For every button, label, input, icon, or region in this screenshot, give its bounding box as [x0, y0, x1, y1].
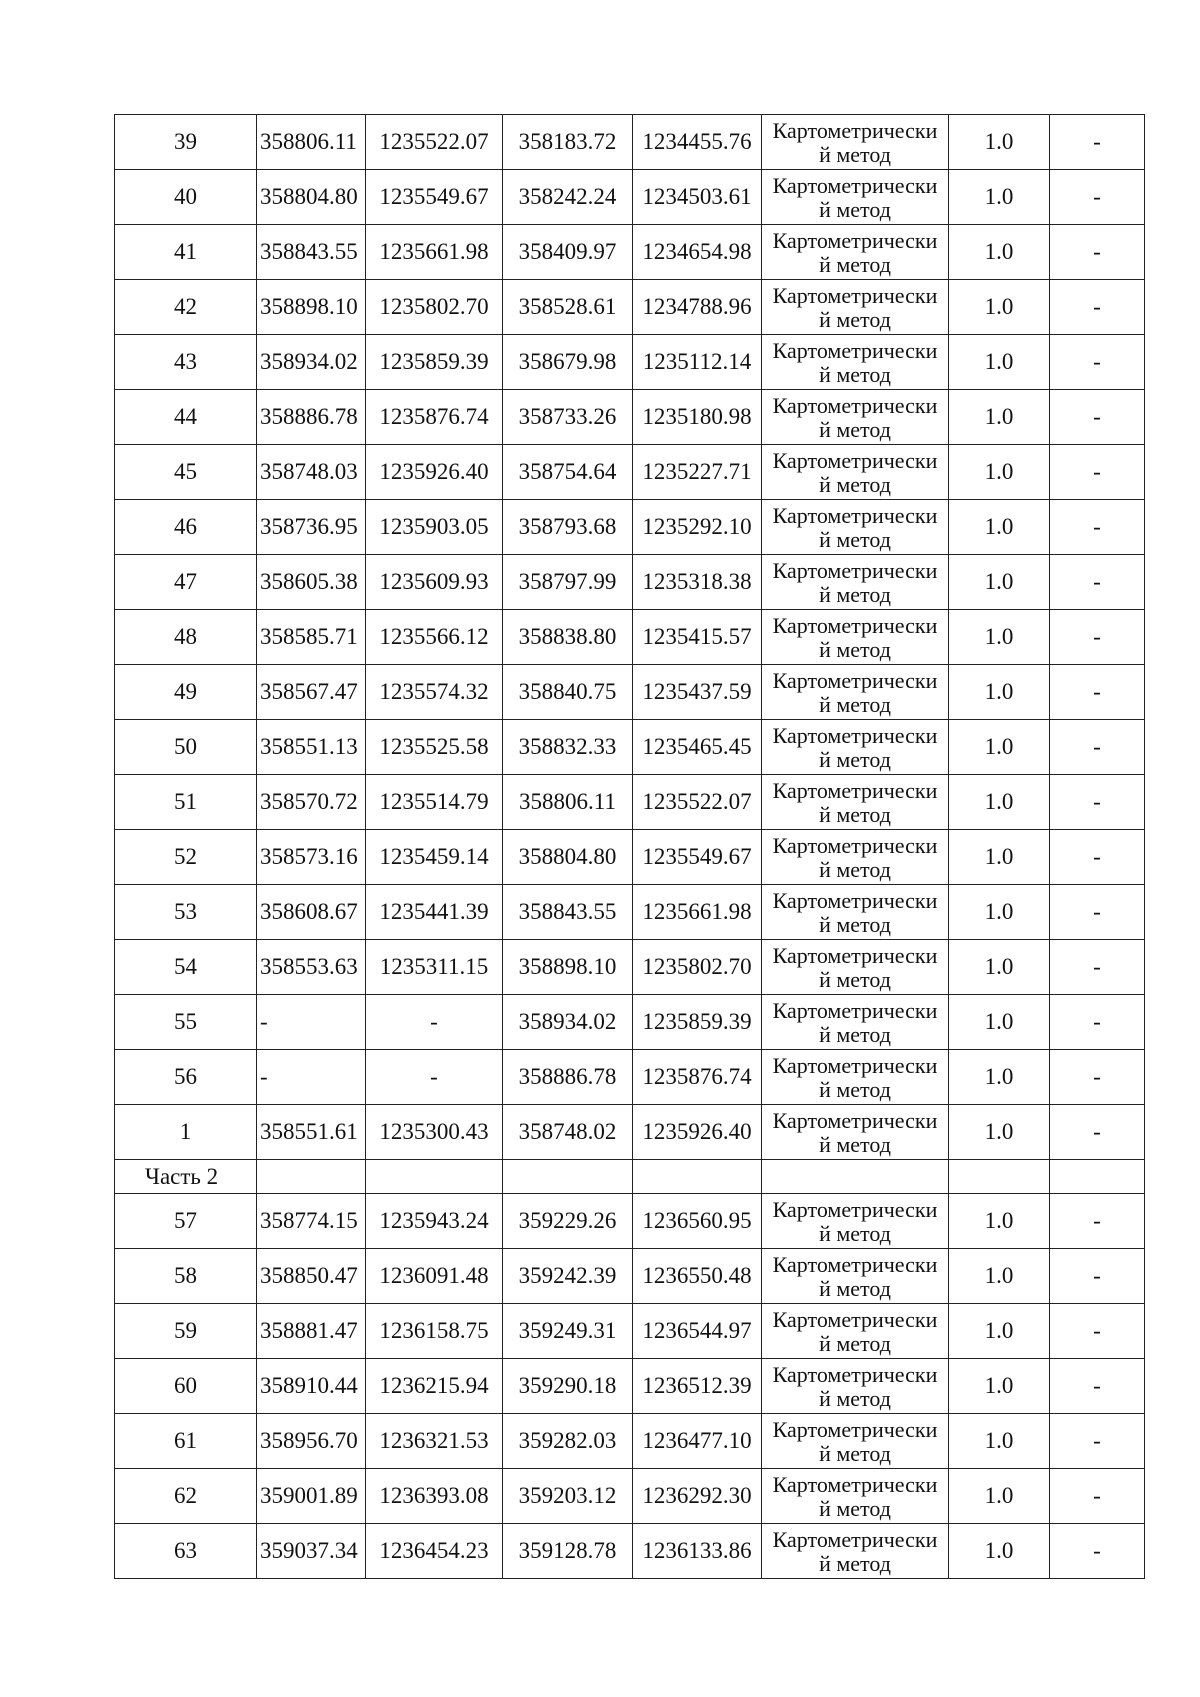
accuracy-cell: 1.0	[949, 1414, 1050, 1469]
y-old-cell: 1235311.15	[366, 940, 503, 995]
method-label-line-2: й метод	[819, 417, 891, 442]
y-new-cell: 1236550.48	[633, 1249, 762, 1304]
y-old-cell: 1236215.94	[366, 1359, 503, 1414]
x-old-cell: 358585.71	[257, 610, 366, 665]
point-number-cell: 44	[115, 390, 257, 445]
point-number-cell: 45	[115, 445, 257, 500]
accuracy-cell: 1.0	[949, 500, 1050, 555]
table-row	[115, 1249, 1145, 1304]
table-row	[115, 775, 1145, 830]
note-cell: -	[1050, 1469, 1145, 1524]
note-cell: -	[1050, 1304, 1145, 1359]
point-number-cell: 1	[115, 1105, 257, 1160]
x-old-cell: 358551.61	[257, 1105, 366, 1160]
x-old-cell: 358553.63	[257, 940, 366, 995]
x-new-cell: 358797.99	[503, 555, 633, 610]
y-old-cell: 1236393.08	[366, 1469, 503, 1524]
method-cell	[762, 555, 949, 610]
table-row	[115, 1469, 1145, 1524]
y-old-cell: 1235609.93	[366, 555, 503, 610]
x-old-cell: 358605.38	[257, 555, 366, 610]
accuracy-cell: 1.0	[949, 1359, 1050, 1414]
note-cell: -	[1050, 1524, 1145, 1579]
x-new-cell: 359282.03	[503, 1414, 633, 1469]
method-label-line-1: Картометрически	[772, 1362, 938, 1387]
note-cell: -	[1050, 1050, 1145, 1105]
accuracy-cell: 1.0	[949, 1105, 1050, 1160]
point-number-cell: 49	[115, 665, 257, 720]
y-old-cell: 1235574.32	[366, 665, 503, 720]
y-new-cell: 1235802.70	[633, 940, 762, 995]
table-body-part-1	[115, 115, 1145, 1160]
method-label-line-1: Картометрически	[772, 778, 938, 803]
method-label-line-1: Картометрически	[772, 393, 938, 418]
method-cell	[762, 940, 949, 995]
table-row	[115, 610, 1145, 665]
y-new-cell: 1236544.97	[633, 1304, 762, 1359]
method-cell	[762, 1414, 949, 1469]
method-cell	[762, 665, 949, 720]
y-new-cell: 1236133.86	[633, 1524, 762, 1579]
point-number-cell: 59	[115, 1304, 257, 1359]
y-new-cell: 1236292.30	[633, 1469, 762, 1524]
x-new-cell: 358528.61	[503, 280, 633, 335]
method-label-line-2: й метод	[819, 967, 891, 992]
note-cell: -	[1050, 665, 1145, 720]
method-label-line-1: Картометрически	[772, 613, 938, 638]
method-cell	[762, 1194, 949, 1249]
method-cell	[762, 885, 949, 940]
method-cell	[762, 995, 949, 1050]
y-old-cell: 1235514.79	[366, 775, 503, 830]
method-label-line-1: Картометрически	[772, 558, 938, 583]
method-label-line-1: Картометрически	[772, 1197, 938, 1222]
x-old-cell: 358898.10	[257, 280, 366, 335]
note-cell: -	[1050, 775, 1145, 830]
note-cell: -	[1050, 170, 1145, 225]
point-number-cell: 48	[115, 610, 257, 665]
method-label-line-1: Картометрически	[772, 888, 938, 913]
method-cell	[762, 445, 949, 500]
note-cell: -	[1050, 115, 1145, 170]
y-new-cell: 1235292.10	[633, 500, 762, 555]
method-label-line-1: Картометрически	[772, 1417, 938, 1442]
note-cell: -	[1050, 1249, 1145, 1304]
method-label-line-2: й метод	[819, 527, 891, 552]
note-cell: -	[1050, 1105, 1145, 1160]
y-old-cell: 1236321.53	[366, 1414, 503, 1469]
method-cell	[762, 1105, 949, 1160]
note-cell: -	[1050, 1359, 1145, 1414]
y-new-cell: 1236477.10	[633, 1414, 762, 1469]
method-label-line-1: Картометрически	[772, 1472, 938, 1497]
method-label-line-2: й метод	[819, 692, 891, 717]
table-row	[115, 1524, 1145, 1579]
method-label-line-2: й метод	[819, 747, 891, 772]
point-number-cell: 39	[115, 115, 257, 170]
y-old-cell: 1236091.48	[366, 1249, 503, 1304]
y-new-cell: 1236512.39	[633, 1359, 762, 1414]
accuracy-cell: 1.0	[949, 940, 1050, 995]
method-cell	[762, 1050, 949, 1105]
x-old-cell: 358881.47	[257, 1304, 366, 1359]
method-cell	[762, 280, 949, 335]
x-new-cell: 358733.26	[503, 390, 633, 445]
y-new-cell: 1236560.95	[633, 1194, 762, 1249]
method-label-line-1: Картометрически	[772, 1527, 938, 1552]
y-old-cell: 1235943.24	[366, 1194, 503, 1249]
method-cell	[762, 225, 949, 280]
point-number-cell: 55	[115, 995, 257, 1050]
y-new-cell: 1235227.71	[633, 445, 762, 500]
accuracy-cell: 1.0	[949, 445, 1050, 500]
y-old-cell: 1235459.14	[366, 830, 503, 885]
x-old-cell: 358843.55	[257, 225, 366, 280]
table-row	[115, 1414, 1145, 1469]
accuracy-cell: 1.0	[949, 335, 1050, 390]
point-number-cell: 50	[115, 720, 257, 775]
x-new-cell: 359203.12	[503, 1469, 633, 1524]
method-label-line-2: й метод	[819, 362, 891, 387]
method-label-line-1: Картометрически	[772, 503, 938, 528]
method-label-line-1: Картометрически	[772, 1252, 938, 1277]
x-new-cell: 358754.64	[503, 445, 633, 500]
x-new-cell: 358838.80	[503, 610, 633, 665]
method-label-line-1: Картометрически	[772, 1307, 938, 1332]
y-new-cell: 1235876.74	[633, 1050, 762, 1105]
x-new-cell: 358804.80	[503, 830, 633, 885]
point-number-cell: 61	[115, 1414, 257, 1469]
method-cell	[762, 610, 949, 665]
method-label-line-2: й метод	[819, 1077, 891, 1102]
point-number-cell: 52	[115, 830, 257, 885]
note-cell: -	[1050, 885, 1145, 940]
accuracy-cell: 1.0	[949, 1194, 1050, 1249]
y-new-cell: 1235415.57	[633, 610, 762, 665]
table-row	[115, 500, 1145, 555]
method-label-line-1: Картометрически	[772, 668, 938, 693]
note-cell: -	[1050, 335, 1145, 390]
empty-cell	[1050, 1160, 1145, 1194]
accuracy-cell: 1.0	[949, 1050, 1050, 1105]
method-label-line-2: й метод	[819, 1132, 891, 1157]
x-old-cell: 359037.34	[257, 1524, 366, 1579]
accuracy-cell: 1.0	[949, 775, 1050, 830]
point-number-cell: 54	[115, 940, 257, 995]
note-cell: -	[1050, 1414, 1145, 1469]
table-row	[115, 445, 1145, 500]
x-old-cell: 358736.95	[257, 500, 366, 555]
method-label-line-2: й метод	[819, 912, 891, 937]
x-new-cell: 358934.02	[503, 995, 633, 1050]
table-row	[115, 665, 1145, 720]
x-new-cell: 358806.11	[503, 775, 633, 830]
table-row	[115, 390, 1145, 445]
method-cell	[762, 775, 949, 830]
x-new-cell: 359242.39	[503, 1249, 633, 1304]
point-number-cell: 60	[115, 1359, 257, 1414]
table-row	[115, 1105, 1145, 1160]
method-label-line-1: Картометрически	[772, 833, 938, 858]
table-row	[115, 335, 1145, 390]
y-new-cell: 1235661.98	[633, 885, 762, 940]
method-label-line-2: й метод	[819, 1441, 891, 1466]
accuracy-cell: 1.0	[949, 225, 1050, 280]
method-label-line-2: й метод	[819, 307, 891, 332]
method-label-line-2: й метод	[819, 472, 891, 497]
point-number-cell: 53	[115, 885, 257, 940]
method-cell	[762, 500, 949, 555]
x-old-cell: 358608.67	[257, 885, 366, 940]
x-new-cell: 358886.78	[503, 1050, 633, 1105]
method-label-line-1: Картометрически	[772, 448, 938, 473]
note-cell: -	[1050, 555, 1145, 610]
y-old-cell: -	[366, 995, 503, 1050]
method-cell	[762, 335, 949, 390]
y-new-cell: 1235437.59	[633, 665, 762, 720]
x-new-cell: 358409.97	[503, 225, 633, 280]
table-row	[115, 555, 1145, 610]
method-cell	[762, 1469, 949, 1524]
empty-cell	[366, 1160, 503, 1194]
method-label-line-1: Картометрически	[772, 1053, 938, 1078]
table-row	[115, 1194, 1145, 1249]
x-old-cell: 359001.89	[257, 1469, 366, 1524]
y-old-cell: 1236454.23	[366, 1524, 503, 1579]
note-cell: -	[1050, 445, 1145, 500]
y-old-cell: 1235522.07	[366, 115, 503, 170]
part-label: Часть 2	[115, 1160, 257, 1194]
table-row	[115, 170, 1145, 225]
x-new-cell: 358679.98	[503, 335, 633, 390]
x-new-cell: 359229.26	[503, 1194, 633, 1249]
y-new-cell: 1234455.76	[633, 115, 762, 170]
method-label-line-1: Картометрически	[772, 338, 938, 363]
y-old-cell: 1235859.39	[366, 335, 503, 390]
point-number-cell: 51	[115, 775, 257, 830]
table-row	[115, 720, 1145, 775]
method-cell	[762, 1359, 949, 1414]
accuracy-cell: 1.0	[949, 830, 1050, 885]
point-number-cell: 40	[115, 170, 257, 225]
empty-cell	[257, 1160, 366, 1194]
empty-cell	[949, 1160, 1050, 1194]
x-new-cell: 359290.18	[503, 1359, 633, 1414]
note-cell: -	[1050, 610, 1145, 665]
method-label-line-1: Картометрически	[772, 228, 938, 253]
table-row	[115, 280, 1145, 335]
x-old-cell: 358910.44	[257, 1359, 366, 1414]
y-old-cell: -	[366, 1050, 503, 1105]
x-new-cell: 359128.78	[503, 1524, 633, 1579]
method-label-line-2: й метод	[819, 142, 891, 167]
y-old-cell: 1235549.67	[366, 170, 503, 225]
y-old-cell: 1235926.40	[366, 445, 503, 500]
empty-cell	[503, 1160, 633, 1194]
y-new-cell: 1234788.96	[633, 280, 762, 335]
method-label-line-2: й метод	[819, 1386, 891, 1411]
method-label-line-1: Картометрически	[772, 1108, 938, 1133]
note-cell: -	[1050, 830, 1145, 885]
x-old-cell: 358850.47	[257, 1249, 366, 1304]
x-old-cell: 358956.70	[257, 1414, 366, 1469]
method-label-line-2: й метод	[819, 1022, 891, 1047]
point-number-cell: 63	[115, 1524, 257, 1579]
accuracy-cell: 1.0	[949, 610, 1050, 665]
note-cell: -	[1050, 720, 1145, 775]
y-old-cell: 1235441.39	[366, 885, 503, 940]
x-old-cell: 358886.78	[257, 390, 366, 445]
y-new-cell: 1234503.61	[633, 170, 762, 225]
x-new-cell: 358832.33	[503, 720, 633, 775]
accuracy-cell: 1.0	[949, 1249, 1050, 1304]
method-label-line-2: й метод	[819, 1551, 891, 1576]
x-old-cell: 358934.02	[257, 335, 366, 390]
method-label-line-2: й метод	[819, 637, 891, 662]
note-cell: -	[1050, 280, 1145, 335]
method-label-line-1: Картометрически	[772, 283, 938, 308]
x-new-cell: 359249.31	[503, 1304, 633, 1359]
y-new-cell: 1235522.07	[633, 775, 762, 830]
table-row	[115, 115, 1145, 170]
table-row	[115, 1359, 1145, 1414]
empty-cell	[633, 1160, 762, 1194]
method-label-line-2: й метод	[819, 1331, 891, 1356]
method-label-line-1: Картометрически	[772, 118, 938, 143]
method-label-line-2: й метод	[819, 857, 891, 882]
method-cell	[762, 830, 949, 885]
method-cell	[762, 1524, 949, 1579]
accuracy-cell: 1.0	[949, 115, 1050, 170]
point-number-cell: 42	[115, 280, 257, 335]
method-cell	[762, 115, 949, 170]
method-label-line-2: й метод	[819, 197, 891, 222]
x-old-cell: 358806.11	[257, 115, 366, 170]
accuracy-cell: 1.0	[949, 170, 1050, 225]
method-label-line-1: Картометрически	[772, 943, 938, 968]
coordinates-table	[114, 114, 1145, 1579]
accuracy-cell: 1.0	[949, 995, 1050, 1050]
accuracy-cell: 1.0	[949, 885, 1050, 940]
empty-cell	[762, 1160, 949, 1194]
y-new-cell: 1235318.38	[633, 555, 762, 610]
method-label-line-2: й метод	[819, 1221, 891, 1246]
accuracy-cell: 1.0	[949, 720, 1050, 775]
accuracy-cell: 1.0	[949, 1469, 1050, 1524]
point-number-cell: 57	[115, 1194, 257, 1249]
table-row	[115, 225, 1145, 280]
y-new-cell: 1235180.98	[633, 390, 762, 445]
point-number-cell: 41	[115, 225, 257, 280]
y-new-cell: 1235112.14	[633, 335, 762, 390]
table-row	[115, 995, 1145, 1050]
x-old-cell: 358748.03	[257, 445, 366, 500]
method-cell	[762, 390, 949, 445]
method-cell	[762, 1249, 949, 1304]
x-old-cell: 358570.72	[257, 775, 366, 830]
accuracy-cell: 1.0	[949, 390, 1050, 445]
x-new-cell: 358898.10	[503, 940, 633, 995]
x-new-cell: 358748.02	[503, 1105, 633, 1160]
y-old-cell: 1235525.58	[366, 720, 503, 775]
part-heading-row	[115, 1160, 1145, 1194]
table-body-part-2	[115, 1194, 1145, 1579]
table-body-part-heading	[115, 1160, 1145, 1194]
y-old-cell: 1235903.05	[366, 500, 503, 555]
accuracy-cell: 1.0	[949, 280, 1050, 335]
note-cell: -	[1050, 390, 1145, 445]
x-new-cell: 358843.55	[503, 885, 633, 940]
method-label-line-2: й метод	[819, 252, 891, 277]
y-new-cell: 1235465.45	[633, 720, 762, 775]
point-number-cell: 43	[115, 335, 257, 390]
x-old-cell: 358804.80	[257, 170, 366, 225]
accuracy-cell: 1.0	[949, 555, 1050, 610]
method-label-line-2: й метод	[819, 1276, 891, 1301]
note-cell: -	[1050, 1194, 1145, 1249]
method-label-line-1: Картометрически	[772, 723, 938, 748]
x-old-cell: -	[257, 1050, 366, 1105]
table-row	[115, 940, 1145, 995]
x-new-cell: 358242.24	[503, 170, 633, 225]
y-old-cell: 1235876.74	[366, 390, 503, 445]
note-cell: -	[1050, 995, 1145, 1050]
y-old-cell: 1235300.43	[366, 1105, 503, 1160]
note-cell: -	[1050, 940, 1145, 995]
table-row	[115, 830, 1145, 885]
table-row	[115, 885, 1145, 940]
x-new-cell: 358183.72	[503, 115, 633, 170]
accuracy-cell: 1.0	[949, 1304, 1050, 1359]
table-row	[115, 1050, 1145, 1105]
point-number-cell: 62	[115, 1469, 257, 1524]
y-new-cell: 1235926.40	[633, 1105, 762, 1160]
method-cell	[762, 720, 949, 775]
point-number-cell: 47	[115, 555, 257, 610]
accuracy-cell: 1.0	[949, 1524, 1050, 1579]
y-new-cell: 1235549.67	[633, 830, 762, 885]
point-number-cell: 56	[115, 1050, 257, 1105]
method-cell	[762, 170, 949, 225]
point-number-cell: 46	[115, 500, 257, 555]
y-old-cell: 1236158.75	[366, 1304, 503, 1359]
x-old-cell: 358567.47	[257, 665, 366, 720]
method-label-line-1: Картометрически	[772, 173, 938, 198]
x-old-cell: 358774.15	[257, 1194, 366, 1249]
method-cell	[762, 1304, 949, 1359]
note-cell: -	[1050, 500, 1145, 555]
table-row	[115, 1304, 1145, 1359]
x-new-cell: 358793.68	[503, 500, 633, 555]
accuracy-cell: 1.0	[949, 665, 1050, 720]
point-number-cell: 58	[115, 1249, 257, 1304]
y-new-cell: 1234654.98	[633, 225, 762, 280]
note-cell: -	[1050, 225, 1145, 280]
method-label-line-2: й метод	[819, 582, 891, 607]
x-old-cell: 358551.13	[257, 720, 366, 775]
y-old-cell: 1235566.12	[366, 610, 503, 665]
method-label-line-1: Картометрически	[772, 998, 938, 1023]
x-new-cell: 358840.75	[503, 665, 633, 720]
x-old-cell: -	[257, 995, 366, 1050]
method-label-line-2: й метод	[819, 1496, 891, 1521]
y-old-cell: 1235661.98	[366, 225, 503, 280]
method-label-line-2: й метод	[819, 802, 891, 827]
y-old-cell: 1235802.70	[366, 280, 503, 335]
y-new-cell: 1235859.39	[633, 995, 762, 1050]
x-old-cell: 358573.16	[257, 830, 366, 885]
